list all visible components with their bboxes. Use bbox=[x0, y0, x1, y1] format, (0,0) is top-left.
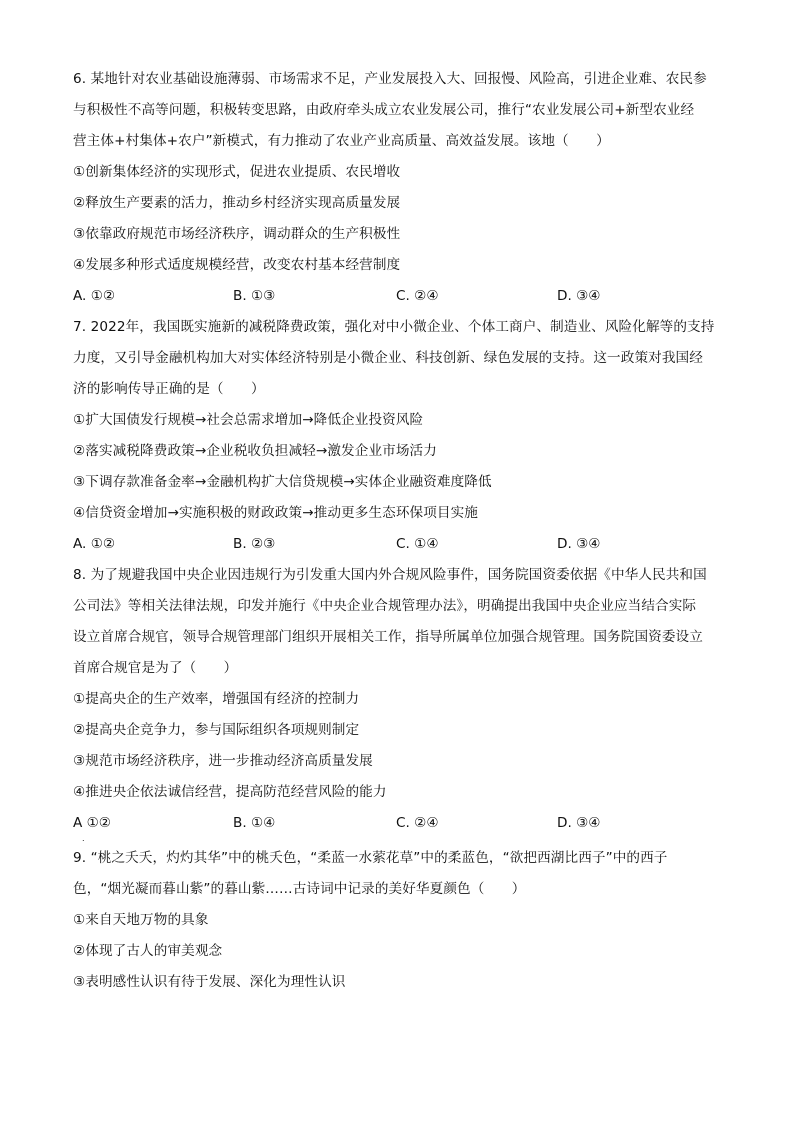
statement-option: ③下调存款准备金率→金融机构扩大信贷规模→实体企业融资难度降低 bbox=[73, 474, 492, 490]
choice-c: C. ①④ bbox=[396, 536, 439, 552]
question-stem-line: 首席合规官是为了（ ） bbox=[73, 660, 238, 676]
statement-option: ①提高央企的生产效率，增强国有经济的控制力 bbox=[73, 691, 360, 707]
question-stem-line: 色，“烟光凝而暮山紫”的暮山紫……古诗词中记录的美好华夏颜色（ ） bbox=[73, 881, 526, 897]
statement-option: ②体现了古人的审美观念 bbox=[73, 943, 223, 959]
choice-d: D. ③④ bbox=[557, 815, 601, 831]
question-stem-line: 力度，又引导金融机构加大对实体经济特别是小微企业、科技创新、绿色发展的支持。这一政策对我国经 bbox=[73, 350, 703, 366]
choice-a: A. ①② bbox=[73, 288, 116, 304]
choice-d: D. ③④ bbox=[557, 288, 601, 304]
question-6 bbox=[73, 64, 723, 312]
answer-choices bbox=[73, 529, 723, 560]
choice-d: D. ③④ bbox=[557, 536, 601, 552]
answer-choices bbox=[73, 281, 723, 312]
exam-page bbox=[73, 64, 723, 998]
statement-option: ④推进央企依法诚信经营，提高防范经营风险的能力 bbox=[73, 784, 387, 800]
statement-option: ③表明感性认识有待于发展、深化为理性认识 bbox=[73, 974, 346, 990]
statement-option: ④发展多种形式适度规模经营，改变农村基本经营制度 bbox=[73, 257, 401, 273]
statement-option: ②提高央企竞争力，参与国际组织各项规则制定 bbox=[73, 722, 360, 738]
question-stem-line: 7. 2022年，我国既实施新的减税降费政策，强化对中小微企业、个体工商户、制造业、风险化解等的支持 bbox=[73, 319, 715, 335]
statement-option: ①创新集体经济的实现形式，促进农业提质、农民增收 bbox=[73, 164, 401, 180]
choice-a: A ①② bbox=[73, 815, 111, 831]
question-stem-line: 9. “桃之夭夭，灼灼其华”中的桃夭色，“柔蓝一水萦花草”中的柔蓝色，“欲把西湖比西子”中的西子 bbox=[73, 850, 668, 866]
question-stem-line: 与积极性不高等问题，积极转变思路，由政府牵头成立农业发展公司，推行“农业发展公司+新型农业经 bbox=[73, 102, 695, 118]
statement-option: ④信贷资金增加→实施积极的财政政策→推动更多生态环保项目实施 bbox=[73, 505, 478, 521]
answer-choices bbox=[73, 808, 723, 843]
question-stem-line: 公司法》等相关法律法规，印发并施行《中央企业合规管理办法》，明确提出我国中央企业应当结合实际 bbox=[73, 598, 697, 614]
question-stem-line: 8. 为了规避我国中央企业因违规行为引发重大国内外合规风险事件，国务院国资委依据《中华人民共和国 bbox=[73, 567, 707, 583]
statement-option: ②落实减税降费政策→企业税收负担减轻→激发企业市场活力 bbox=[73, 443, 437, 459]
choice-b: B. ①③ bbox=[233, 288, 276, 304]
question-stem-line: 济的影响传导正确的是（ ） bbox=[73, 381, 265, 397]
choice-c: C. ②④ bbox=[396, 288, 439, 304]
statement-option: ①扩大国债发行规模→社会总需求增加→降低企业投资风险 bbox=[73, 412, 424, 428]
choice-b: B. ②③ bbox=[233, 536, 276, 552]
choice-c: C. ②④ bbox=[396, 815, 439, 831]
statement-option: ②释放生产要素的活力，推动乡村经济实现高质量发展 bbox=[73, 195, 401, 211]
question-9 bbox=[73, 843, 723, 998]
choice-b: B. ①④ bbox=[233, 815, 276, 831]
question-8 bbox=[73, 560, 723, 843]
stray-mark: . bbox=[82, 834, 85, 843]
choice-a: A. ①② bbox=[73, 536, 116, 552]
question-7 bbox=[73, 312, 723, 560]
statement-option: ①来自天地万物的具象 bbox=[73, 912, 209, 928]
question-stem-line: 营主体+村集体+农户”新模式，有力推动了农业产业高质量、高效益发展。该地（ ） bbox=[73, 133, 610, 149]
question-stem-line: 设立首席合规官，领导合规管理部门组织开展相关工作，指导所属单位加强合规管理。国务院国资委设立 bbox=[73, 629, 703, 645]
statement-option: ③依靠政府规范市场经济秩序，调动群众的生产积极性 bbox=[73, 226, 401, 242]
statement-option: ③规范市场经济秩序，进一步推动经济高质量发展 bbox=[73, 753, 373, 769]
question-stem-line: 6. 某地针对农业基础设施薄弱、市场需求不足，产业发展投入大、回报慢、风险高，引进企业难、农民参 bbox=[73, 71, 707, 87]
